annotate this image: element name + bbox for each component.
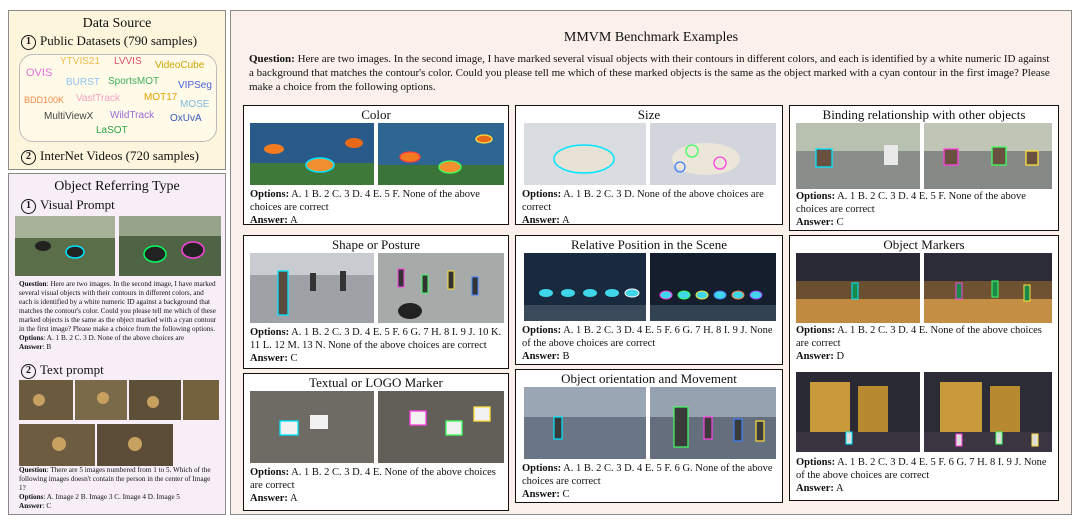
color-example-images <box>250 123 504 185</box>
cell-options: Options: A. 1 B. 2 C. 3 D. 4 E. None of the above choices are correct Answer: D <box>796 325 1042 362</box>
cell-title: Shape or Posture <box>331 237 421 252</box>
visual-prompt-label: 1 Visual Prompt <box>21 197 115 214</box>
text-prompt-label: 2 Text prompt <box>21 362 104 379</box>
relative-position-example-images <box>524 253 776 321</box>
object-referring-panel <box>8 173 226 515</box>
dataset-label: BDD100K <box>24 95 65 105</box>
cell-title: Binding relationship with other objects <box>822 107 1026 122</box>
object-markers-cell <box>789 235 1059 501</box>
text-prompt-question: Question: There are 5 images numbered from 1 to 5. Which of the following images doesn't contain the person in the center of Image 1? Options: A. Image 2 B. Image 3 C. Image 4 D. Image 5 Answer: C <box>19 466 211 510</box>
dataset-label: MOT17 <box>144 92 178 103</box>
benchmark-panel <box>230 10 1072 515</box>
cell-title: Size <box>637 107 661 122</box>
dataset-label: BURST <box>66 77 100 88</box>
dataset-cloud <box>19 54 217 142</box>
shape-example-images <box>250 253 504 323</box>
cell-title: Relative Position in the Scene <box>571 237 727 252</box>
cell-options: Options: A. 1 B. 2 C. 3 D. 4 E. 5 F. None of the above choices are correct Answer: A <box>250 189 480 226</box>
cell-title: Object orientation and Movement <box>561 371 737 386</box>
visual-prompt-question: Question: Here are two images. In the second image, I have marked several visual objects with their contours in different colors, and each is identified by a white numeric ID against a background that matches the contour's color. Could you please tell me which of these marked objects is the same as the object marked with a cyan contour in the first image? Please make a choice from the following options. Options: A. 1 B. 2 C. 3 D. None of the above choices are Answer: B <box>19 280 217 351</box>
cell-options: Options: A. 1 B. 2 C. 3 D. 4 E. 5 F. 6 G. 7 H. 8 I. 9 J. None of the above choices are correct Answer: A <box>796 457 1047 494</box>
dataset-label: LaSOT <box>96 125 128 136</box>
relative-position-cell <box>515 235 783 365</box>
textual-example-images <box>250 391 504 463</box>
internet-videos-label: 2 InterNet Videos (720 samples) <box>21 148 199 165</box>
dataset-label: OxUvA <box>170 113 202 124</box>
object-referring-title: Object Referring Type <box>54 179 180 194</box>
cell-options: Options: A. 1 B. 2 C. 3 D. 4 E. 5 F. 6 G. None of the above choices are correct Answer: C <box>522 463 773 500</box>
binding-cell <box>789 105 1059 231</box>
object-markers-example-images-1 <box>796 253 1052 323</box>
size-example-images <box>524 123 776 185</box>
number-one-badge: 1 <box>21 35 36 50</box>
cell-options: Options: A. 1 B. 2 C. 3 D. 4 E. None of the above choices are correct Answer: A <box>250 467 496 504</box>
number-two-badge: 2 <box>21 150 36 165</box>
cell-title: Color <box>361 107 391 122</box>
visual-prompt-image <box>15 216 221 276</box>
text-prompt-images <box>19 380 219 466</box>
number-one-badge: 1 <box>21 199 36 214</box>
dataset-label: SportsMOT <box>108 76 160 87</box>
data-source-title: Data Source <box>82 16 152 31</box>
cell-options: Options: A. 1 B. 2 C. 3 D. 4 E. 5 F. 6 G. 7 H. 8 I. 9 J. None of the above choices are correct Answer: B <box>522 325 773 362</box>
dataset-label: LVVIS <box>114 56 142 67</box>
dataset-label: OVIS <box>26 67 53 79</box>
number-two-badge: 2 <box>21 364 36 379</box>
cell-options: Options: A. 1 B. 2 C. 3 D. 4 E. 5 F. None of the above choices are correct Answer: C <box>796 191 1026 228</box>
cell-title: Object Markers <box>883 237 965 252</box>
binding-example-images <box>796 123 1052 189</box>
shape-cell <box>243 235 509 369</box>
dataset-label: VastTrack <box>76 93 120 104</box>
data-source-panel <box>8 10 226 170</box>
color-cell <box>243 105 509 225</box>
size-cell <box>515 105 783 225</box>
benchmark-title: MMVM Benchmark Examples <box>563 30 739 45</box>
cell-title: Textual or LOGO Marker <box>309 375 443 390</box>
dataset-label: YTVIS21 <box>60 56 101 67</box>
dataset-label: VideoCube <box>155 60 205 71</box>
cell-options: Options: A. 1 B. 2 C. 3 D. None of the above choices are correct Answer: A <box>522 189 764 226</box>
public-datasets-label: 1 Public Datasets (790 samples) <box>21 33 197 50</box>
dataset-label: WildTrack <box>110 110 155 121</box>
benchmark-question: Question: Here are two images. In the second image, I have marked several visual objects with their contours in different colors, and each is identified by a white numeric ID against a background that matches the contour's color. Could you please tell me which of these marked objects is the same as the object marked with a cyan contour in the first image? Please make a choice from the following options. <box>249 53 1050 93</box>
dataset-label: MOSE <box>180 99 210 110</box>
orientation-example-images <box>524 387 776 459</box>
dataset-label: MultiViewX <box>44 111 94 122</box>
dataset-label: VIPSeg <box>178 80 212 91</box>
orientation-cell <box>515 369 783 503</box>
cell-options: Options: A. 1 B. 2 C. 3 D. 4 E. 5 F. 6 G. 7 H. 8 I. 9 J. 10 K. 11 L. 12 M. 13 N. None of the above choices are correct Answer: C <box>250 327 502 364</box>
object-markers-example-images-2 <box>796 372 1052 452</box>
textual-logo-cell <box>243 373 509 511</box>
